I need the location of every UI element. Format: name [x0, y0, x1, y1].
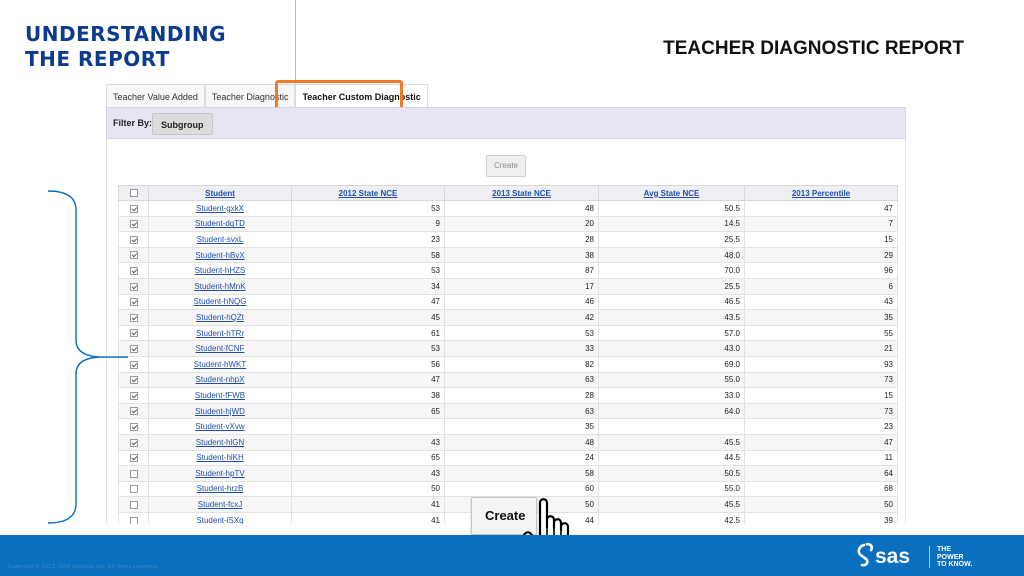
student-name-cell — [149, 263, 292, 279]
table-body — [119, 201, 898, 525]
row-checkbox-cell[interactable] — [119, 388, 149, 404]
table-row — [119, 341, 898, 357]
student-link[interactable]: Student-hlGN — [195, 437, 245, 447]
row-checkbox-cell[interactable] — [119, 434, 149, 450]
student-name-cell — [149, 232, 292, 248]
avg-nce-cell: 48.0 — [599, 247, 745, 263]
row-checkbox-cell[interactable] — [119, 403, 149, 419]
student-link[interactable]: Student-fCNF — [195, 344, 245, 354]
student-name-cell — [149, 466, 292, 482]
slide-title-line2: THE REPORT — [25, 47, 170, 71]
percentile-cell: 64 — [745, 466, 898, 482]
table-row — [119, 356, 898, 372]
table-row — [119, 372, 898, 388]
row-checkbox[interactable] — [130, 454, 138, 462]
create-button-disabled[interactable]: Create — [486, 155, 526, 177]
row-checkbox-cell[interactable] — [119, 341, 149, 357]
avg-nce-cell: 14.5 — [599, 216, 745, 232]
student-link[interactable]: Student-gxkX — [195, 203, 245, 213]
row-checkbox[interactable] — [130, 314, 138, 322]
row-checkbox[interactable] — [130, 205, 138, 213]
avg-nce-cell: 55.0 — [599, 372, 745, 388]
row-checkbox-cell[interactable] — [119, 450, 149, 466]
student-link[interactable]: Student-hMnK — [194, 281, 246, 291]
nce-2012-cell: 43 — [292, 466, 445, 482]
avg-nce-cell: 33.0 — [599, 388, 745, 404]
nce-2013-cell: 38 — [445, 247, 599, 263]
table-row — [119, 481, 898, 497]
row-checkbox-cell[interactable] — [119, 497, 149, 513]
percentile-cell: 29 — [745, 247, 898, 263]
table-row — [119, 294, 898, 310]
avg-nce-cell: 42.5 — [599, 512, 745, 524]
footer-copyright: Copyright © 2013, SAS Institute Inc. All rights reserved. — [8, 564, 160, 570]
student-link[interactable]: Student-hTRr — [195, 328, 245, 338]
percentile-cell: 73 — [745, 403, 898, 419]
student-name-cell — [149, 403, 292, 419]
nce-2013-cell: 46 — [445, 294, 599, 310]
avg-nce-cell: 64.0 — [599, 403, 745, 419]
nce-2013-cell: 42 — [445, 310, 599, 326]
row-checkbox[interactable] — [130, 345, 138, 353]
filter-label: Filter By: — [113, 118, 153, 128]
filter-bar — [106, 107, 906, 139]
row-checkbox-cell[interactable] — [119, 201, 149, 217]
percentile-cell: 55 — [745, 325, 898, 341]
percentile-cell: 73 — [745, 372, 898, 388]
row-checkbox-cell[interactable] — [119, 232, 149, 248]
table-row — [119, 419, 898, 435]
table-row — [119, 450, 898, 466]
nce-2012-cell: 53 — [292, 201, 445, 217]
avg-nce-cell — [599, 419, 745, 435]
student-link[interactable]: Student-vXvw — [195, 422, 245, 432]
table-row — [119, 201, 898, 217]
nce-2012-cell: 61 — [292, 325, 445, 341]
row-checkbox-cell[interactable] — [119, 372, 149, 388]
nce-2013-cell: 28 — [445, 388, 599, 404]
percentile-cell: 39 — [745, 512, 898, 524]
table-row — [119, 232, 898, 248]
percentile-cell: 47 — [745, 201, 898, 217]
percentile-cell: 96 — [745, 263, 898, 279]
subgroup-button[interactable]: Subgroup — [152, 113, 213, 135]
slide-title-line1: UNDERSTANDING — [25, 22, 227, 46]
row-checkbox-cell[interactable] — [119, 216, 149, 232]
student-link[interactable]: Student-fcxJ — [197, 500, 243, 510]
nce-2013-cell: 35 — [445, 419, 599, 435]
table-header-row — [119, 186, 898, 201]
row-checkbox[interactable] — [130, 267, 138, 275]
nce-2012-cell: 53 — [292, 263, 445, 279]
avg-nce-cell: 25.5 — [599, 278, 745, 294]
student-name-cell — [149, 247, 292, 263]
nce-2012-cell: 47 — [292, 372, 445, 388]
table-row — [119, 216, 898, 232]
row-checkbox[interactable] — [130, 220, 138, 228]
row-checkbox[interactable] — [130, 251, 138, 259]
row-checkbox-cell[interactable] — [119, 310, 149, 326]
row-checkbox-cell[interactable] — [119, 512, 149, 524]
nce-2012-cell: 53 — [292, 341, 445, 357]
avg-nce-cell: 46.5 — [599, 294, 745, 310]
row-checkbox-cell[interactable] — [119, 325, 149, 341]
avg-nce-cell: 69.0 — [599, 356, 745, 372]
student-name-cell — [149, 341, 292, 357]
row-checkbox[interactable] — [130, 329, 138, 337]
student-link[interactable]: Student-fFWB — [194, 390, 246, 400]
nce-2013-cell: 28 — [445, 232, 599, 248]
student-name-cell — [149, 419, 292, 435]
percentile-cell: 93 — [745, 356, 898, 372]
row-checkbox-cell[interactable] — [119, 356, 149, 372]
student-link[interactable]: Student-hHZS — [194, 266, 246, 276]
nce-2012-cell: 56 — [292, 356, 445, 372]
nce-2013-cell: 48 — [445, 434, 599, 450]
row-checkbox-cell[interactable] — [119, 481, 149, 497]
select-all-checkbox-cell[interactable] — [119, 186, 149, 201]
report-tabs — [106, 84, 428, 108]
nce-2012-cell: 58 — [292, 247, 445, 263]
col-header-2013-percentile[interactable]: 2013 Percentile — [745, 186, 898, 201]
table-row — [119, 247, 898, 263]
nce-2012-cell — [292, 419, 445, 435]
select-all-checkbox[interactable] — [130, 189, 138, 197]
slide-title — [25, 22, 275, 72]
row-checkbox[interactable] — [130, 361, 138, 369]
avg-nce-cell: 50.5 — [599, 201, 745, 217]
nce-2012-cell: 41 — [292, 512, 445, 524]
nce-2012-cell: 65 — [292, 403, 445, 419]
row-checkbox-cell[interactable] — [119, 294, 149, 310]
nce-2012-cell: 34 — [292, 278, 445, 294]
nce-2012-cell: 65 — [292, 450, 445, 466]
percentile-cell: 11 — [745, 450, 898, 466]
table-row — [119, 434, 898, 450]
student-link[interactable]: Student-svxL — [196, 234, 244, 244]
student-link[interactable]: Student-nhpX — [195, 375, 245, 385]
student-name-cell — [149, 388, 292, 404]
avg-nce-cell: 25.5 — [599, 232, 745, 248]
row-checkbox[interactable] — [130, 423, 138, 431]
tab-teacher-custom-diagnostic[interactable]: Teacher Custom Diagnostic — [295, 84, 427, 108]
avg-nce-cell: 55.0 — [599, 481, 745, 497]
tagline-line2: POWER — [937, 553, 964, 561]
table-row — [119, 325, 898, 341]
avg-nce-cell: 70.0 — [599, 263, 745, 279]
row-checkbox-cell[interactable] — [119, 466, 149, 482]
nce-2013-cell: 82 — [445, 356, 599, 372]
student-link[interactable]: Student-dqTD — [195, 219, 245, 229]
student-name-cell — [149, 310, 292, 326]
row-checkbox-cell[interactable] — [119, 247, 149, 263]
student-table — [118, 185, 898, 524]
table-row — [119, 403, 898, 419]
nce-2013-cell: 63 — [445, 372, 599, 388]
nce-2013-cell: 20 — [445, 216, 599, 232]
student-name-cell — [149, 278, 292, 294]
nce-2013-cell: 58 — [445, 466, 599, 482]
nce-2013-cell: 50 — [445, 497, 599, 513]
avg-nce-cell: 50.5 — [599, 466, 745, 482]
student-name-cell — [149, 216, 292, 232]
table-row — [119, 310, 898, 326]
student-link[interactable]: Student-hQZt — [195, 312, 245, 322]
col-header-avg-state-nce[interactable]: Avg State NCE — [599, 186, 745, 201]
student-name-cell — [149, 497, 292, 513]
nce-2013-cell: 63 — [445, 403, 599, 419]
percentile-cell: 7 — [745, 216, 898, 232]
logo-divider — [929, 546, 930, 568]
row-checkbox[interactable] — [130, 517, 138, 524]
student-name-cell — [149, 372, 292, 388]
nce-2012-cell: 41 — [292, 497, 445, 513]
avg-nce-cell: 45.5 — [599, 497, 745, 513]
nce-2013-cell: 17 — [445, 278, 599, 294]
col-header-2013-state-nce[interactable]: 2013 State NCE — [445, 186, 599, 201]
percentile-cell: 47 — [745, 434, 898, 450]
nce-2013-cell: 33 — [445, 341, 599, 357]
row-checkbox-cell[interactable] — [119, 278, 149, 294]
nce-2013-cell: 24 — [445, 450, 599, 466]
sas-logo-icon — [855, 541, 927, 569]
row-checkbox[interactable] — [130, 376, 138, 384]
nce-2012-cell: 45 — [292, 310, 445, 326]
student-link[interactable]: Student-hBvX — [195, 250, 245, 260]
student-link[interactable]: Student-hWKT — [193, 359, 247, 369]
student-name-cell — [149, 512, 292, 524]
percentile-cell: 6 — [745, 278, 898, 294]
table-row — [119, 466, 898, 482]
nce-2012-cell: 47 — [292, 294, 445, 310]
avg-nce-cell: 43.5 — [599, 310, 745, 326]
table-row — [119, 388, 898, 404]
col-header-student[interactable]: Student — [149, 186, 292, 201]
student-name-cell — [149, 434, 292, 450]
nce-2013-cell: 87 — [445, 263, 599, 279]
avg-nce-cell: 43.0 — [599, 341, 745, 357]
student-link[interactable]: Student-hjWD — [195, 406, 245, 416]
nce-2013-cell: 48 — [445, 201, 599, 217]
percentile-cell: 15 — [745, 232, 898, 248]
tagline-line3: TO KNOW. — [937, 561, 973, 568]
nce-2013-cell: 44 — [445, 512, 599, 524]
row-checkbox-cell[interactable] — [119, 263, 149, 279]
table-row — [119, 278, 898, 294]
student-name-cell — [149, 201, 292, 217]
nce-2013-cell: 53 — [445, 325, 599, 341]
row-checkbox[interactable] — [130, 470, 138, 478]
percentile-cell: 15 — [745, 388, 898, 404]
avg-nce-cell: 57.0 — [599, 325, 745, 341]
percentile-cell: 21 — [745, 341, 898, 357]
student-link[interactable]: Student-hpTV — [195, 468, 245, 478]
student-name-cell — [149, 356, 292, 372]
row-checkbox[interactable] — [130, 283, 138, 291]
student-link[interactable]: Student-hNQG — [193, 297, 247, 307]
nce-2012-cell: 43 — [292, 434, 445, 450]
nce-2012-cell: 50 — [292, 481, 445, 497]
student-name-cell — [149, 325, 292, 341]
student-link[interactable]: Student-hrzB — [196, 484, 244, 494]
tab-teacher-value-added[interactable]: Teacher Value Added — [106, 84, 205, 108]
report-title: TEACHER DIAGNOSTIC REPORT — [663, 38, 964, 59]
row-checkbox[interactable] — [130, 298, 138, 306]
student-link[interactable]: Student-hlKH — [196, 453, 244, 463]
nce-2012-cell: 23 — [292, 232, 445, 248]
title-divider — [295, 0, 296, 92]
col-header-2012-state-nce[interactable]: 2012 State NCE — [292, 186, 445, 201]
row-checkbox-cell[interactable] — [119, 419, 149, 435]
row-checkbox[interactable] — [130, 501, 138, 509]
student-name-cell — [149, 450, 292, 466]
student-name-cell — [149, 481, 292, 497]
row-checkbox[interactable] — [130, 236, 138, 244]
create-button[interactable]: Create — [471, 497, 537, 535]
report-content-panel — [106, 139, 906, 524]
student-name-cell — [149, 294, 292, 310]
table-row — [119, 263, 898, 279]
tagline — [937, 546, 972, 569]
percentile-cell: 68 — [745, 481, 898, 497]
student-link[interactable]: Student-iSXq — [196, 515, 244, 524]
row-checkbox[interactable] — [130, 485, 138, 493]
nce-2013-cell: 60 — [445, 481, 599, 497]
sas-logo-text: sas — [875, 545, 911, 568]
nce-2012-cell: 38 — [292, 388, 445, 404]
row-checkbox[interactable] — [130, 407, 138, 415]
avg-nce-cell: 44.5 — [599, 450, 745, 466]
row-checkbox[interactable] — [130, 439, 138, 447]
tab-teacher-diagnostic[interactable]: Teacher Diagnostic — [205, 84, 296, 108]
nce-2012-cell: 9 — [292, 216, 445, 232]
percentile-cell: 50 — [745, 497, 898, 513]
row-checkbox[interactable] — [130, 392, 138, 400]
percentile-cell: 23 — [745, 419, 898, 435]
tagline-line1: THE — [937, 546, 951, 553]
percentile-cell: 43 — [745, 294, 898, 310]
percentile-cell: 35 — [745, 310, 898, 326]
avg-nce-cell: 45.5 — [599, 434, 745, 450]
